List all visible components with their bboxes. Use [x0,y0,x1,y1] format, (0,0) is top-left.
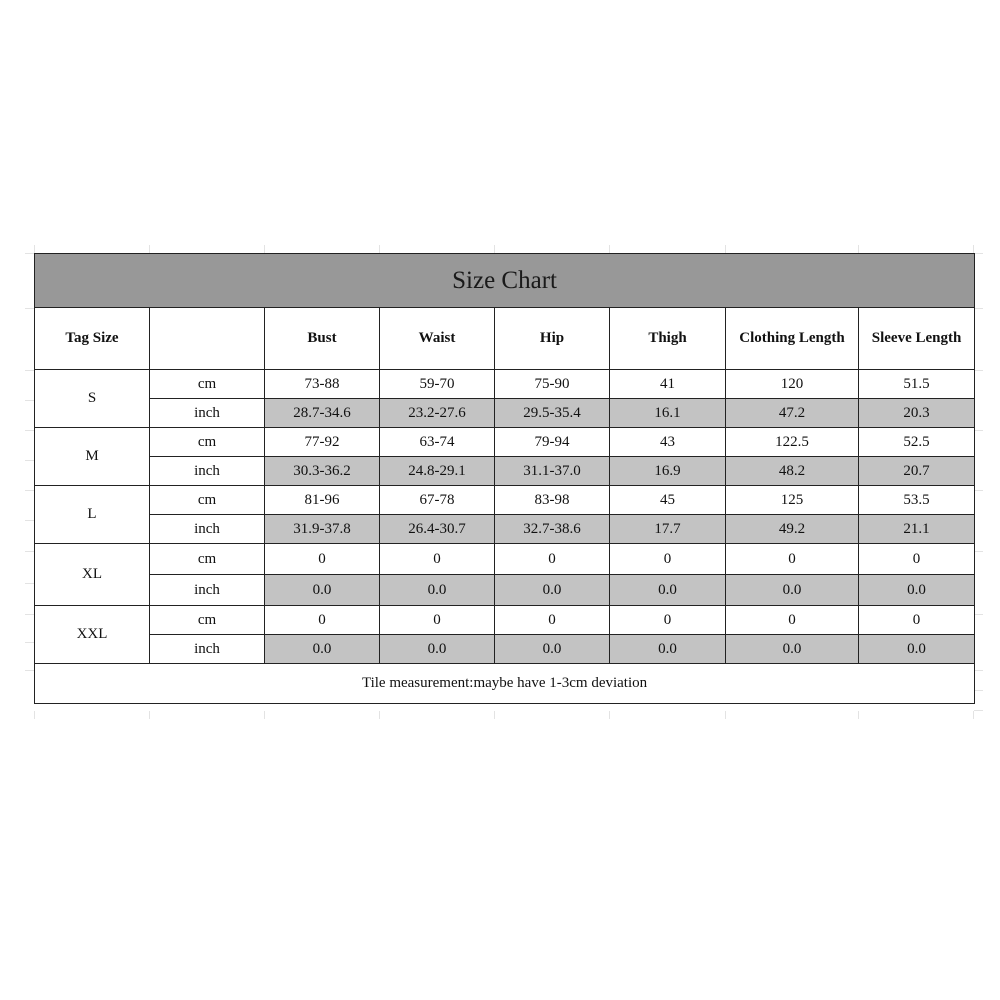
cell-hip: 83-98 [495,486,610,515]
cell-waist: 0.0 [380,575,495,606]
cell-sleeve-length: 0.0 [859,635,975,664]
cell-waist: 0 [380,606,495,635]
cell-hip: 0 [495,606,610,635]
cell-bust: 77-92 [265,428,380,457]
cell-hip: 29.5-35.4 [495,399,610,428]
cell-waist: 26.4-30.7 [380,515,495,544]
header-clothing-length: Clothing Length [726,308,859,370]
header-waist: Waist [380,308,495,370]
header-unit [150,308,265,370]
table-row-s-cm [35,370,975,399]
cell-thigh: 0 [610,606,726,635]
unit-inch: inch [150,575,265,606]
cell-sleeve-length: 52.5 [859,428,975,457]
cell-bust: 28.7-34.6 [265,399,380,428]
size-chart-table [34,253,975,704]
cell-hip: 75-90 [495,370,610,399]
cell-thigh: 16.1 [610,399,726,428]
cell-bust: 0.0 [265,635,380,664]
header-sleeve-length: Sleeve Length [859,308,975,370]
unit-cm: cm [150,486,265,515]
cell-clothing-length: 0.0 [726,635,859,664]
cell-thigh: 17.7 [610,515,726,544]
cell-hip: 0 [495,544,610,575]
cell-sleeve-length: 51.5 [859,370,975,399]
table-row-l-inch [35,515,975,544]
table-row-xl-inch [35,575,975,606]
cell-sleeve-length: 53.5 [859,486,975,515]
size-label-l: L [35,486,150,544]
cell-sleeve-length: 0 [859,544,975,575]
cell-hip: 0.0 [495,635,610,664]
header-hip: Hip [495,308,610,370]
unit-inch: inch [150,457,265,486]
size-label-xxl: XXL [35,606,150,664]
table-row-xxl-inch [35,635,975,664]
cell-hip: 79-94 [495,428,610,457]
table-row-m-inch [35,457,975,486]
unit-inch: inch [150,515,265,544]
table-row-xxl-cm [35,606,975,635]
cell-thigh: 45 [610,486,726,515]
table-row-l-cm [35,486,975,515]
cell-bust: 0 [265,544,380,575]
size-label-s: S [35,370,150,428]
size-label-xl: XL [35,544,150,606]
unit-inch: inch [150,635,265,664]
cell-thigh: 0 [610,544,726,575]
unit-cm: cm [150,428,265,457]
cell-sleeve-length: 21.1 [859,515,975,544]
cell-clothing-length: 47.2 [726,399,859,428]
table-row-s-inch [35,399,975,428]
cell-hip: 31.1-37.0 [495,457,610,486]
unit-cm: cm [150,544,265,575]
cell-clothing-length: 48.2 [726,457,859,486]
cell-waist: 67-78 [380,486,495,515]
cell-clothing-length: 0 [726,606,859,635]
unit-cm: cm [150,370,265,399]
cell-clothing-length: 125 [726,486,859,515]
measurement-note: Tile measurement:maybe have 1-3cm deviation [35,664,975,704]
table-row-xl-cm [35,544,975,575]
note-row [35,664,975,704]
cell-sleeve-length: 0 [859,606,975,635]
cell-bust: 0.0 [265,575,380,606]
cell-waist: 0.0 [380,635,495,664]
cell-thigh: 0.0 [610,575,726,606]
cell-clothing-length: 0 [726,544,859,575]
title-row [35,254,975,308]
cell-bust: 73-88 [265,370,380,399]
unit-inch: inch [150,399,265,428]
table-row-m-cm [35,428,975,457]
cell-thigh: 0.0 [610,635,726,664]
cell-bust: 31.9-37.8 [265,515,380,544]
chart-title: Size Chart [35,254,975,308]
cell-bust: 30.3-36.2 [265,457,380,486]
cell-hip: 32.7-38.6 [495,515,610,544]
cell-bust: 0 [265,606,380,635]
cell-clothing-length: 49.2 [726,515,859,544]
cell-waist: 0 [380,544,495,575]
cell-waist: 23.2-27.6 [380,399,495,428]
cell-thigh: 16.9 [610,457,726,486]
cell-clothing-length: 122.5 [726,428,859,457]
cell-thigh: 43 [610,428,726,457]
cell-clothing-length: 120 [726,370,859,399]
header-row [35,308,975,370]
cell-waist: 24.8-29.1 [380,457,495,486]
cell-sleeve-length: 20.3 [859,399,975,428]
header-tag-size: Tag Size [35,308,150,370]
size-label-m: M [35,428,150,486]
cell-bust: 81-96 [265,486,380,515]
header-bust: Bust [265,308,380,370]
cell-sleeve-length: 20.7 [859,457,975,486]
cell-thigh: 41 [610,370,726,399]
unit-cm: cm [150,606,265,635]
cell-hip: 0.0 [495,575,610,606]
cell-clothing-length: 0.0 [726,575,859,606]
cell-waist: 63-74 [380,428,495,457]
cell-sleeve-length: 0.0 [859,575,975,606]
header-thigh: Thigh [610,308,726,370]
cell-waist: 59-70 [380,370,495,399]
